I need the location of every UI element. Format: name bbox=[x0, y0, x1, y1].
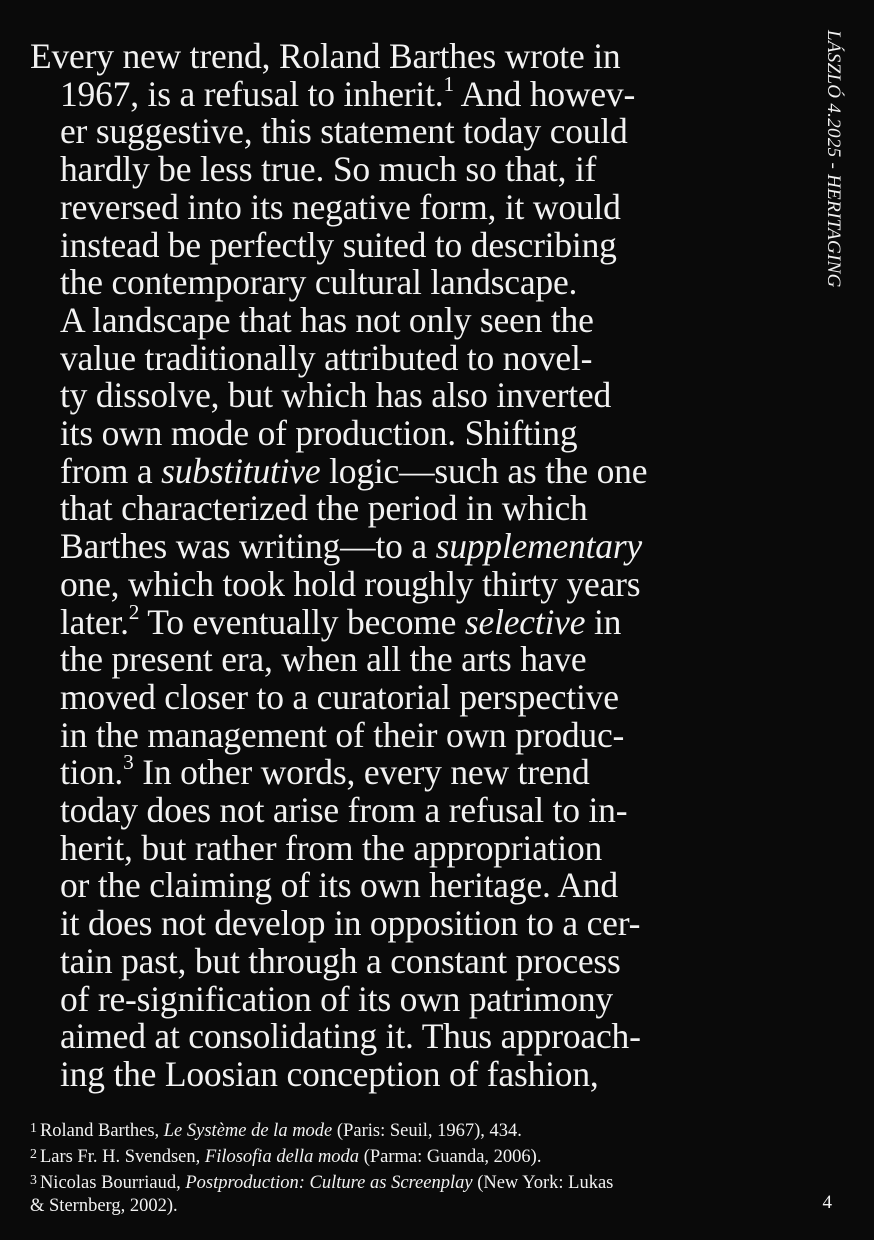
text-line bbox=[30, 113, 790, 151]
footnote-reference: 2 bbox=[128, 599, 140, 624]
italic-run: Postproduction: Culture as Screenplay bbox=[185, 1173, 473, 1194]
text-run: Lars Fr. H. Svendsen, bbox=[39, 1147, 205, 1168]
text-line bbox=[30, 714, 790, 755]
text-run: of re-signification of its own patrimony bbox=[60, 978, 613, 1019]
text-run: A landscape that has not only seen the bbox=[60, 299, 594, 340]
text-run: instead be perfectly suited to describing bbox=[60, 224, 617, 265]
text-run: in bbox=[585, 601, 622, 642]
text-line bbox=[30, 528, 790, 566]
footnote-number: 3 bbox=[30, 1173, 37, 1189]
footnote-number: 1 bbox=[30, 1121, 37, 1136]
footnote-line bbox=[30, 1117, 800, 1143]
text-run: er suggestive, this statement today could bbox=[60, 111, 628, 152]
text-line bbox=[30, 792, 790, 830]
text-run: today does not arise from a refusal to in- bbox=[60, 790, 628, 831]
text-line bbox=[30, 563, 790, 604]
text-run: Roland Barthes, bbox=[39, 1121, 164, 1142]
text-run: 1967, is a refusal to inherit. bbox=[60, 73, 444, 114]
text-run: To eventually become bbox=[139, 601, 465, 642]
text-line bbox=[30, 337, 790, 378]
text-run: tion. bbox=[60, 752, 124, 793]
text-run: value traditionally attributed to novel- bbox=[60, 337, 593, 378]
footnote-line bbox=[30, 1143, 800, 1169]
text-line bbox=[30, 1018, 790, 1056]
text-line bbox=[30, 905, 790, 943]
footnotes bbox=[30, 1117, 800, 1218]
text-run: ing the Loosian conception of fashion, bbox=[60, 1053, 599, 1094]
text-line bbox=[30, 224, 790, 265]
text-line bbox=[30, 450, 790, 491]
text-run: logic—such as the one bbox=[320, 450, 648, 491]
text-line bbox=[30, 1053, 790, 1094]
text-run: in the management of their own produc- bbox=[60, 714, 625, 755]
text-run: from a bbox=[60, 450, 162, 491]
text-run: moved closer to a curatorial perspective bbox=[60, 676, 619, 717]
text-line bbox=[30, 38, 790, 76]
text-run: (New York: Lukas bbox=[472, 1173, 614, 1194]
text-run: it does not develop in opposition to a cer- bbox=[60, 903, 641, 944]
italic-run: substitutive bbox=[161, 450, 321, 491]
text-line bbox=[30, 940, 790, 981]
italic-run: supplementary bbox=[435, 526, 642, 567]
running-header: LÁSZLÓ 4.2025 - HERITAGING bbox=[823, 30, 844, 288]
text-run: its own mode of production. Shifting bbox=[60, 413, 578, 454]
text-run: one, which took hold roughly thirty years bbox=[60, 563, 641, 604]
italic-run: selective bbox=[464, 601, 586, 642]
text-line bbox=[30, 264, 790, 302]
text-run: Every new trend, Roland Barthes wrote in bbox=[30, 36, 621, 76]
text-line bbox=[30, 599, 790, 642]
italic-run: Le Système de la mode bbox=[163, 1121, 333, 1142]
body-text bbox=[30, 38, 790, 1094]
text-line bbox=[30, 978, 790, 1019]
text-run: herit, but rather from the appropriation bbox=[60, 827, 603, 868]
page-number: 4 bbox=[822, 1192, 832, 1213]
text-line bbox=[30, 151, 790, 189]
text-line bbox=[30, 676, 790, 717]
footnote-line bbox=[30, 1169, 800, 1195]
text-run: hardly be less true. So much so that, if bbox=[60, 149, 597, 190]
text-run: aimed at consolidating it. Thus approach- bbox=[60, 1016, 641, 1057]
text-run: the present era, when all the arts have bbox=[60, 639, 587, 680]
footnote-reference: 3 bbox=[123, 750, 134, 775]
text-line bbox=[30, 186, 790, 227]
text-run: & Sternberg, 2002). bbox=[30, 1196, 178, 1217]
text-line bbox=[30, 299, 790, 340]
text-run: or the claiming of its own heritage. And bbox=[60, 865, 618, 906]
text-run: In other words, every new trend bbox=[133, 752, 590, 793]
text-run: that characterized the period in which bbox=[60, 488, 588, 529]
text-line bbox=[30, 415, 790, 453]
text-line bbox=[30, 827, 790, 868]
text-run: (Paris: Seuil, 1967), 434. bbox=[332, 1121, 522, 1142]
footnote-number: 2 bbox=[30, 1147, 37, 1163]
text-run: Nicolas Bourriaud, bbox=[39, 1173, 186, 1194]
text-run: (Parma: Guanda, 2006). bbox=[359, 1147, 542, 1168]
text-run: later. bbox=[60, 601, 129, 642]
text-run: ty dissolve, but which has also inverted bbox=[60, 375, 612, 416]
footnote-reference: 1 bbox=[443, 71, 454, 96]
text-run: tain past, but through a constant process bbox=[60, 940, 621, 981]
text-run: reversed into its negative form, it would bbox=[60, 186, 621, 227]
text-line bbox=[30, 750, 790, 793]
italic-run: Filosofia della moda bbox=[204, 1147, 360, 1168]
text-line bbox=[30, 377, 790, 415]
text-line bbox=[30, 490, 790, 528]
text-line bbox=[30, 641, 790, 679]
text-run: the contemporary cultural landscape. bbox=[60, 262, 578, 303]
text-line bbox=[30, 867, 790, 905]
footnote-line bbox=[30, 1195, 800, 1218]
text-run: Barthes was writing—to a bbox=[60, 526, 436, 567]
text-line bbox=[30, 71, 790, 114]
text-run: And howev- bbox=[453, 73, 636, 114]
